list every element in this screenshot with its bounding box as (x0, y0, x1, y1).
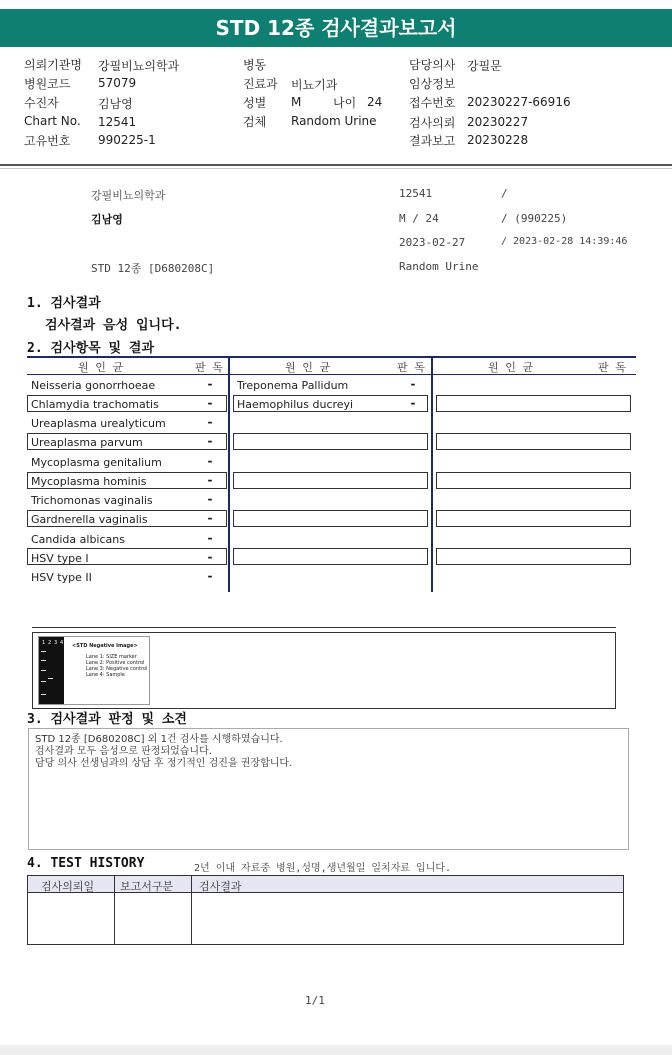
pathogen-name: Ureaplasma parvum (31, 436, 143, 449)
pathogen-result: - (207, 454, 213, 468)
gel-title: <STD Negative Image> (72, 643, 138, 649)
bottom-strip (0, 1045, 672, 1055)
age-label: 나이 (333, 96, 357, 110)
history-col-request-date: 검사의뢰일 (41, 880, 95, 893)
pathogen-name: Neisseria gonorrhoeae (31, 379, 156, 392)
section3-title: 3. 검사결과 판정 및 소견 (27, 712, 187, 727)
gel-band (41, 681, 46, 682)
history-table (27, 875, 624, 945)
row-box (436, 395, 631, 412)
col1-result-header: 판 독 (195, 361, 223, 374)
specimen-label: 검체 (243, 115, 267, 129)
gel-band (41, 694, 46, 695)
header-divider-thin (0, 168, 672, 169)
unique-no-label: 고유번호 (24, 134, 71, 148)
pathogen-name: HSV type II (31, 571, 92, 584)
findings-box (28, 728, 629, 850)
summary-reported: / 2023-02-28 14:39:46 (501, 236, 628, 247)
pathogen-result: - (410, 396, 416, 410)
chart-no-value: 12541 (98, 115, 137, 129)
summary-specimen: Random Urine (399, 260, 479, 273)
pathogen-name: Trichomonas vaginalis (31, 494, 153, 507)
report-date-label: 결과보고 (409, 134, 456, 148)
table-col-divider-2 (431, 356, 433, 592)
pathogen-name: Treponema Pallidum (237, 379, 349, 392)
section2-title: 2. 검사항목 및 결과 (27, 341, 155, 356)
clinical-info-label: 임상정보 (409, 77, 456, 91)
row-box (233, 548, 428, 565)
doctor-label: 담당의사 (409, 58, 456, 72)
summary-patient: 김남영 (91, 213, 123, 226)
gel-band (41, 651, 46, 652)
department-value: 비뇨기과 (291, 78, 338, 92)
pathogen-name: Chlamydia trachomatis (31, 398, 159, 411)
receipt-no-label: 접수번호 (409, 96, 456, 110)
section4-title: 4. TEST HISTORY (27, 856, 145, 871)
sex-label: 성별 (243, 96, 267, 110)
table-top-rule (27, 356, 636, 358)
doctor-value: 강필문 (467, 59, 502, 73)
pathogen-result: - (207, 531, 213, 545)
pathogen-result: - (207, 396, 213, 410)
gel-band (41, 670, 46, 671)
gel-lane-number: 1 (42, 640, 46, 646)
pathogen-result: - (207, 511, 213, 525)
summary-test-code: STD 12종 [D680208C] (91, 262, 215, 275)
col3-result-header: 판 독 (598, 361, 626, 374)
specimen-value: Random Urine (291, 114, 377, 128)
summary-received: 2023-02-27 (399, 236, 466, 249)
col1-pathogen-header: 원 인 균 (78, 361, 124, 374)
findings-line: STD 12종 [D680208C] 외 1건 검사를 시행하였습니다. (35, 734, 283, 745)
section1-title: 1. 검사결과 (27, 296, 101, 311)
history-table-header (28, 876, 623, 893)
pathogen-result: - (207, 415, 213, 429)
hospital-code-value: 57079 (98, 76, 137, 90)
col2-result-header: 판 독 (397, 361, 425, 374)
header-divider (0, 164, 672, 166)
institution-label: 의뢰기관명 (24, 58, 82, 72)
ward-label: 병동 (243, 58, 267, 72)
gel-lane-number: 4 (60, 640, 64, 646)
pathogen-name: Haemophilus ducreyi (237, 398, 354, 411)
history-col-divider (114, 876, 115, 944)
pathogen-result: - (207, 550, 213, 564)
history-col-divider (191, 876, 192, 944)
request-date-value: 20230227 (467, 115, 529, 129)
summary-id: / (990225) (501, 212, 568, 225)
pathogen-name: Mycoplasma hominis (31, 475, 147, 488)
patient-label: 수진자 (24, 96, 59, 110)
age-value: 24 (367, 95, 383, 109)
gel-lane-number: 3 (54, 640, 58, 646)
request-date-label: 검사의뢰 (409, 116, 456, 130)
pathogen-result: - (207, 434, 213, 448)
receipt-no-value: 20230227-66916 (467, 95, 571, 109)
table-col-divider-1 (228, 356, 230, 592)
row-box (233, 472, 428, 489)
patient-value: 김남영 (98, 97, 133, 111)
pathogen-name: Ureaplasma urealyticum (31, 417, 166, 430)
gel-lane-number: 2 (48, 640, 52, 646)
row-box (436, 472, 631, 489)
report-title: STD 12종 검사결과보고서 (0, 9, 672, 47)
gel-top-rule (32, 627, 616, 628)
gel-legend-item: Lane 4: Sample (86, 672, 125, 678)
row-box (436, 548, 631, 565)
col2-pathogen-header: 원 인 균 (285, 361, 331, 374)
summary-sex-age: M / 24 (399, 212, 439, 225)
pathogen-result: - (410, 377, 416, 391)
row-box (233, 510, 428, 527)
pathogen-name: Mycoplasma genitalium (31, 456, 162, 469)
section1-result: 검사결과 음성 입니다. (45, 318, 182, 333)
gel-legend-item: Lane 3: Negative control (86, 666, 148, 672)
col3-pathogen-header: 원 인 균 (488, 361, 534, 374)
unique-no-value: 990225-1 (98, 133, 156, 147)
institution-value: 강필비뇨의학과 (98, 59, 180, 73)
gel-band (48, 678, 53, 679)
summary-institution: 강필비뇨의학과 (91, 189, 166, 202)
history-note: 2년 이내 자료중 병원,성명,생년월일 일치자료 입니다. (194, 863, 452, 874)
history-col-report-type: 보고서구분 (120, 880, 174, 893)
report-date-value: 20230228 (467, 133, 529, 147)
page-number: 1/1 (305, 994, 325, 1007)
gel-band (41, 660, 46, 661)
pathogen-result: - (207, 473, 213, 487)
row-box (233, 433, 428, 450)
pathogen-result: - (207, 492, 213, 506)
gel-legend-item: Lane 2: Positive control (86, 660, 145, 666)
pathogen-name: Candida albicans (31, 533, 125, 546)
row-box (436, 433, 631, 450)
findings-line: 담당 의사 선생님과의 상담 후 정기적인 검진을 권장합니다. (35, 758, 293, 769)
hospital-code-label: 병원코드 (24, 77, 71, 91)
gel-legend-item: Lane 1: SIZE marker (86, 654, 137, 660)
findings-line: 검사결과 모두 음성으로 판정되었습니다. (35, 746, 212, 757)
pathogen-result: - (207, 569, 213, 583)
history-col-result: 검사결과 (199, 880, 242, 893)
chart-no-label: Chart No. (24, 114, 81, 128)
department-label: 진료과 (243, 77, 278, 91)
summary-chart-no: 12541 (399, 187, 433, 200)
pathogen-result: - (207, 377, 213, 391)
sex-value: M (291, 95, 302, 109)
pathogen-name: HSV type I (31, 552, 89, 565)
row-box (436, 510, 631, 527)
summary-slash: / (501, 187, 508, 200)
pathogen-name: Gardnerella vaginalis (31, 513, 148, 526)
